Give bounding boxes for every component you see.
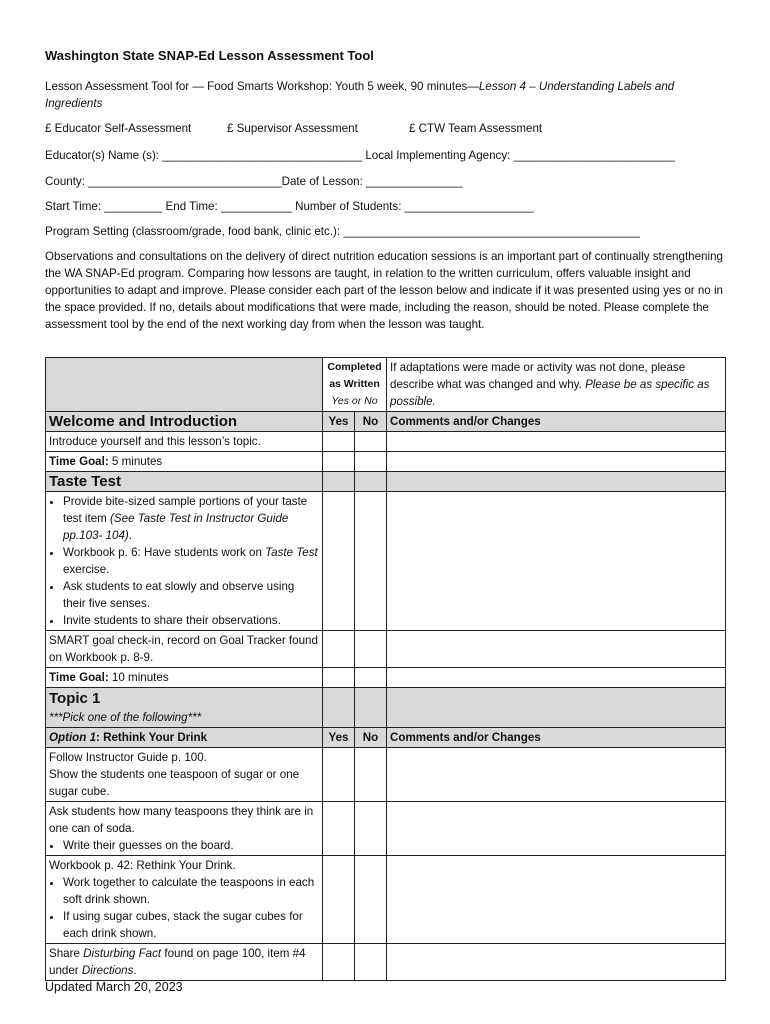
comments-cell[interactable] (387, 748, 726, 802)
yes-cell[interactable] (323, 748, 355, 802)
comments-column-header: Comments and/or Changes (387, 412, 726, 432)
table-row (46, 802, 726, 856)
adaptations-header: If adaptations were made or activity was not done, please describe what was changed and why. Please be as specific as possible. (387, 358, 726, 412)
list-item: • Work together to calculate the teaspoons in each soft drink shown. (63, 874, 319, 908)
table-row (46, 631, 726, 668)
table-header-row (46, 358, 726, 412)
table-row (46, 944, 726, 981)
comments-cell[interactable] (387, 802, 726, 856)
list-item: • Invite students to share their observations. (63, 612, 319, 629)
comments-cell[interactable] (387, 668, 726, 688)
comments-cell[interactable] (387, 452, 726, 472)
row-text: Workbook p. 42: Rethink Your Drink. • Work together to calculate the teaspoons in each soft drink shown. • If using sugar cubes, stack the sugar cubes for each drink shown. (46, 856, 323, 944)
lesson-prefix: Lesson Assessment Tool for — Food Smarts Workshop: Youth 5 week, 90 minutes— (45, 80, 479, 93)
page-title: Washington State SNAP-Ed Lesson Assessment Tool (45, 48, 374, 63)
county-field[interactable]: County: ______________________________Date of Lesson: _______________ (45, 175, 463, 188)
yes-cell[interactable] (323, 802, 355, 856)
table-row (46, 856, 726, 944)
assessment-table (45, 357, 726, 981)
no-cell[interactable] (355, 452, 387, 472)
row-text: SMART goal check-in, record on Goal Tracker found on Workbook p. 8-9. (46, 631, 323, 668)
ctw-team-assessment-checkbox[interactable]: £ CTW Team Assessment (409, 122, 543, 135)
comments-cell[interactable] (387, 432, 726, 452)
row-text: Introduce yourself and this lesson’s topic. (46, 432, 323, 452)
table-row (46, 748, 726, 802)
no-cell[interactable] (355, 944, 387, 981)
table-row (46, 452, 726, 472)
comments-cell[interactable] (387, 492, 726, 631)
no-cell[interactable] (355, 631, 387, 668)
yes-cell[interactable] (323, 944, 355, 981)
row-text: Follow Instructor Guide p. 100. Show the students one teaspoon of sugar or one sugar cube. (46, 748, 323, 802)
list-item: • Write their guesses on the board. (63, 837, 319, 854)
no-cell[interactable] (355, 856, 387, 944)
yes-column-header: Yes (323, 728, 355, 748)
yes-column-header: Yes (323, 412, 355, 432)
comments-cell[interactable] (387, 944, 726, 981)
no-cell[interactable] (355, 432, 387, 452)
yes-cell[interactable] (323, 432, 355, 452)
row-text: Share Disturbing Fact found on page 100, item #4 under Directions. (46, 944, 323, 981)
table-row (46, 492, 726, 631)
lesson-name: Lesson 4 – Understanding Labels and Ingredients (45, 80, 675, 110)
list-item: • Ask students to eat slowly and observe using their five senses. (63, 578, 319, 612)
row-text: Ask students how many teaspoons they think are in one can of soda. • Write their guesses on the board. (46, 802, 323, 856)
lesson-line (45, 78, 725, 112)
no-cell[interactable] (355, 668, 387, 688)
time-field[interactable]: Start Time: _________ End Time: ___________ Number of Students: ____________________ (45, 200, 534, 213)
comments-cell[interactable] (387, 631, 726, 668)
yes-cell[interactable] (323, 668, 355, 688)
yes-cell[interactable] (323, 631, 355, 668)
no-column-header: No (355, 412, 387, 432)
educator-name-field[interactable]: Educator(s) Name (s): _______________________________ Local Implementing Agency: _________________________ (45, 149, 675, 162)
comments-column-header: Comments and/or Changes (387, 728, 726, 748)
pick-one-note: ***Pick one of the following*** (49, 711, 202, 724)
list-item: • If using sugar cubes, stack the sugar cubes for each drink shown. (63, 908, 319, 942)
section-title-taste-test: Taste Test (46, 472, 323, 492)
supervisor-assessment-checkbox[interactable]: £ Supervisor Assessment (227, 122, 358, 135)
table-row (46, 432, 726, 452)
yes-cell[interactable] (323, 452, 355, 472)
taste-test-steps (46, 492, 323, 631)
instructions-paragraph: Observations and consultations on the delivery of direct nutrition education sessions is an important part of continually strengthening the WA SNAP-Ed program. Comparing how lessons are taught, in relation to the written curriculum, offers valuable insight and opportunities to adapt and improve. Please consider each part of the lesson below and indicate if it was presented using yes or no in the space provided. If no, details about modifications that were made, including the reason, should be noted. Please complete the assessment tool by the end of the next working day from when the lesson was taught. (45, 250, 724, 331)
comments-cell[interactable] (387, 856, 726, 944)
time-goal: Time Goal: 5 minutes (46, 452, 323, 472)
footer-updated-date: Updated March 20, 2023 (45, 980, 183, 994)
section-title-topic-1: Topic 1 ***Pick one of the following*** (46, 688, 323, 728)
section-row-welcome (46, 412, 726, 432)
no-column-header: No (355, 728, 387, 748)
program-setting-field[interactable]: Program Setting (classroom/grade, food bank, clinic etc.): ______________________________________________ (45, 225, 640, 238)
section-row-topic-1 (46, 688, 726, 728)
yes-cell[interactable] (323, 856, 355, 944)
option-1-title: Option 1: Rethink Your Drink (46, 728, 323, 748)
no-cell[interactable] (355, 802, 387, 856)
option-row (46, 728, 726, 748)
section-row-taste-test (46, 472, 726, 492)
section-title-welcome: Welcome and Introduction (46, 412, 323, 432)
header-blank-cell (46, 358, 323, 412)
yes-cell[interactable] (323, 492, 355, 631)
no-cell[interactable] (355, 748, 387, 802)
no-cell[interactable] (355, 492, 387, 631)
list-item: • Provide bite-sized sample portions of your taste test item (See Taste Test in Instructor Guide pp.103- 104). (63, 493, 319, 544)
time-goal: Time Goal: 10 minutes (46, 668, 323, 688)
completed-as-written-header: Completed as Written Yes or No (323, 358, 387, 412)
table-row (46, 668, 726, 688)
list-item: • Workbook p. 6: Have students work on Taste Test exercise. (63, 544, 319, 578)
educator-self-assessment-checkbox[interactable]: £ Educator Self-Assessment (45, 122, 192, 135)
